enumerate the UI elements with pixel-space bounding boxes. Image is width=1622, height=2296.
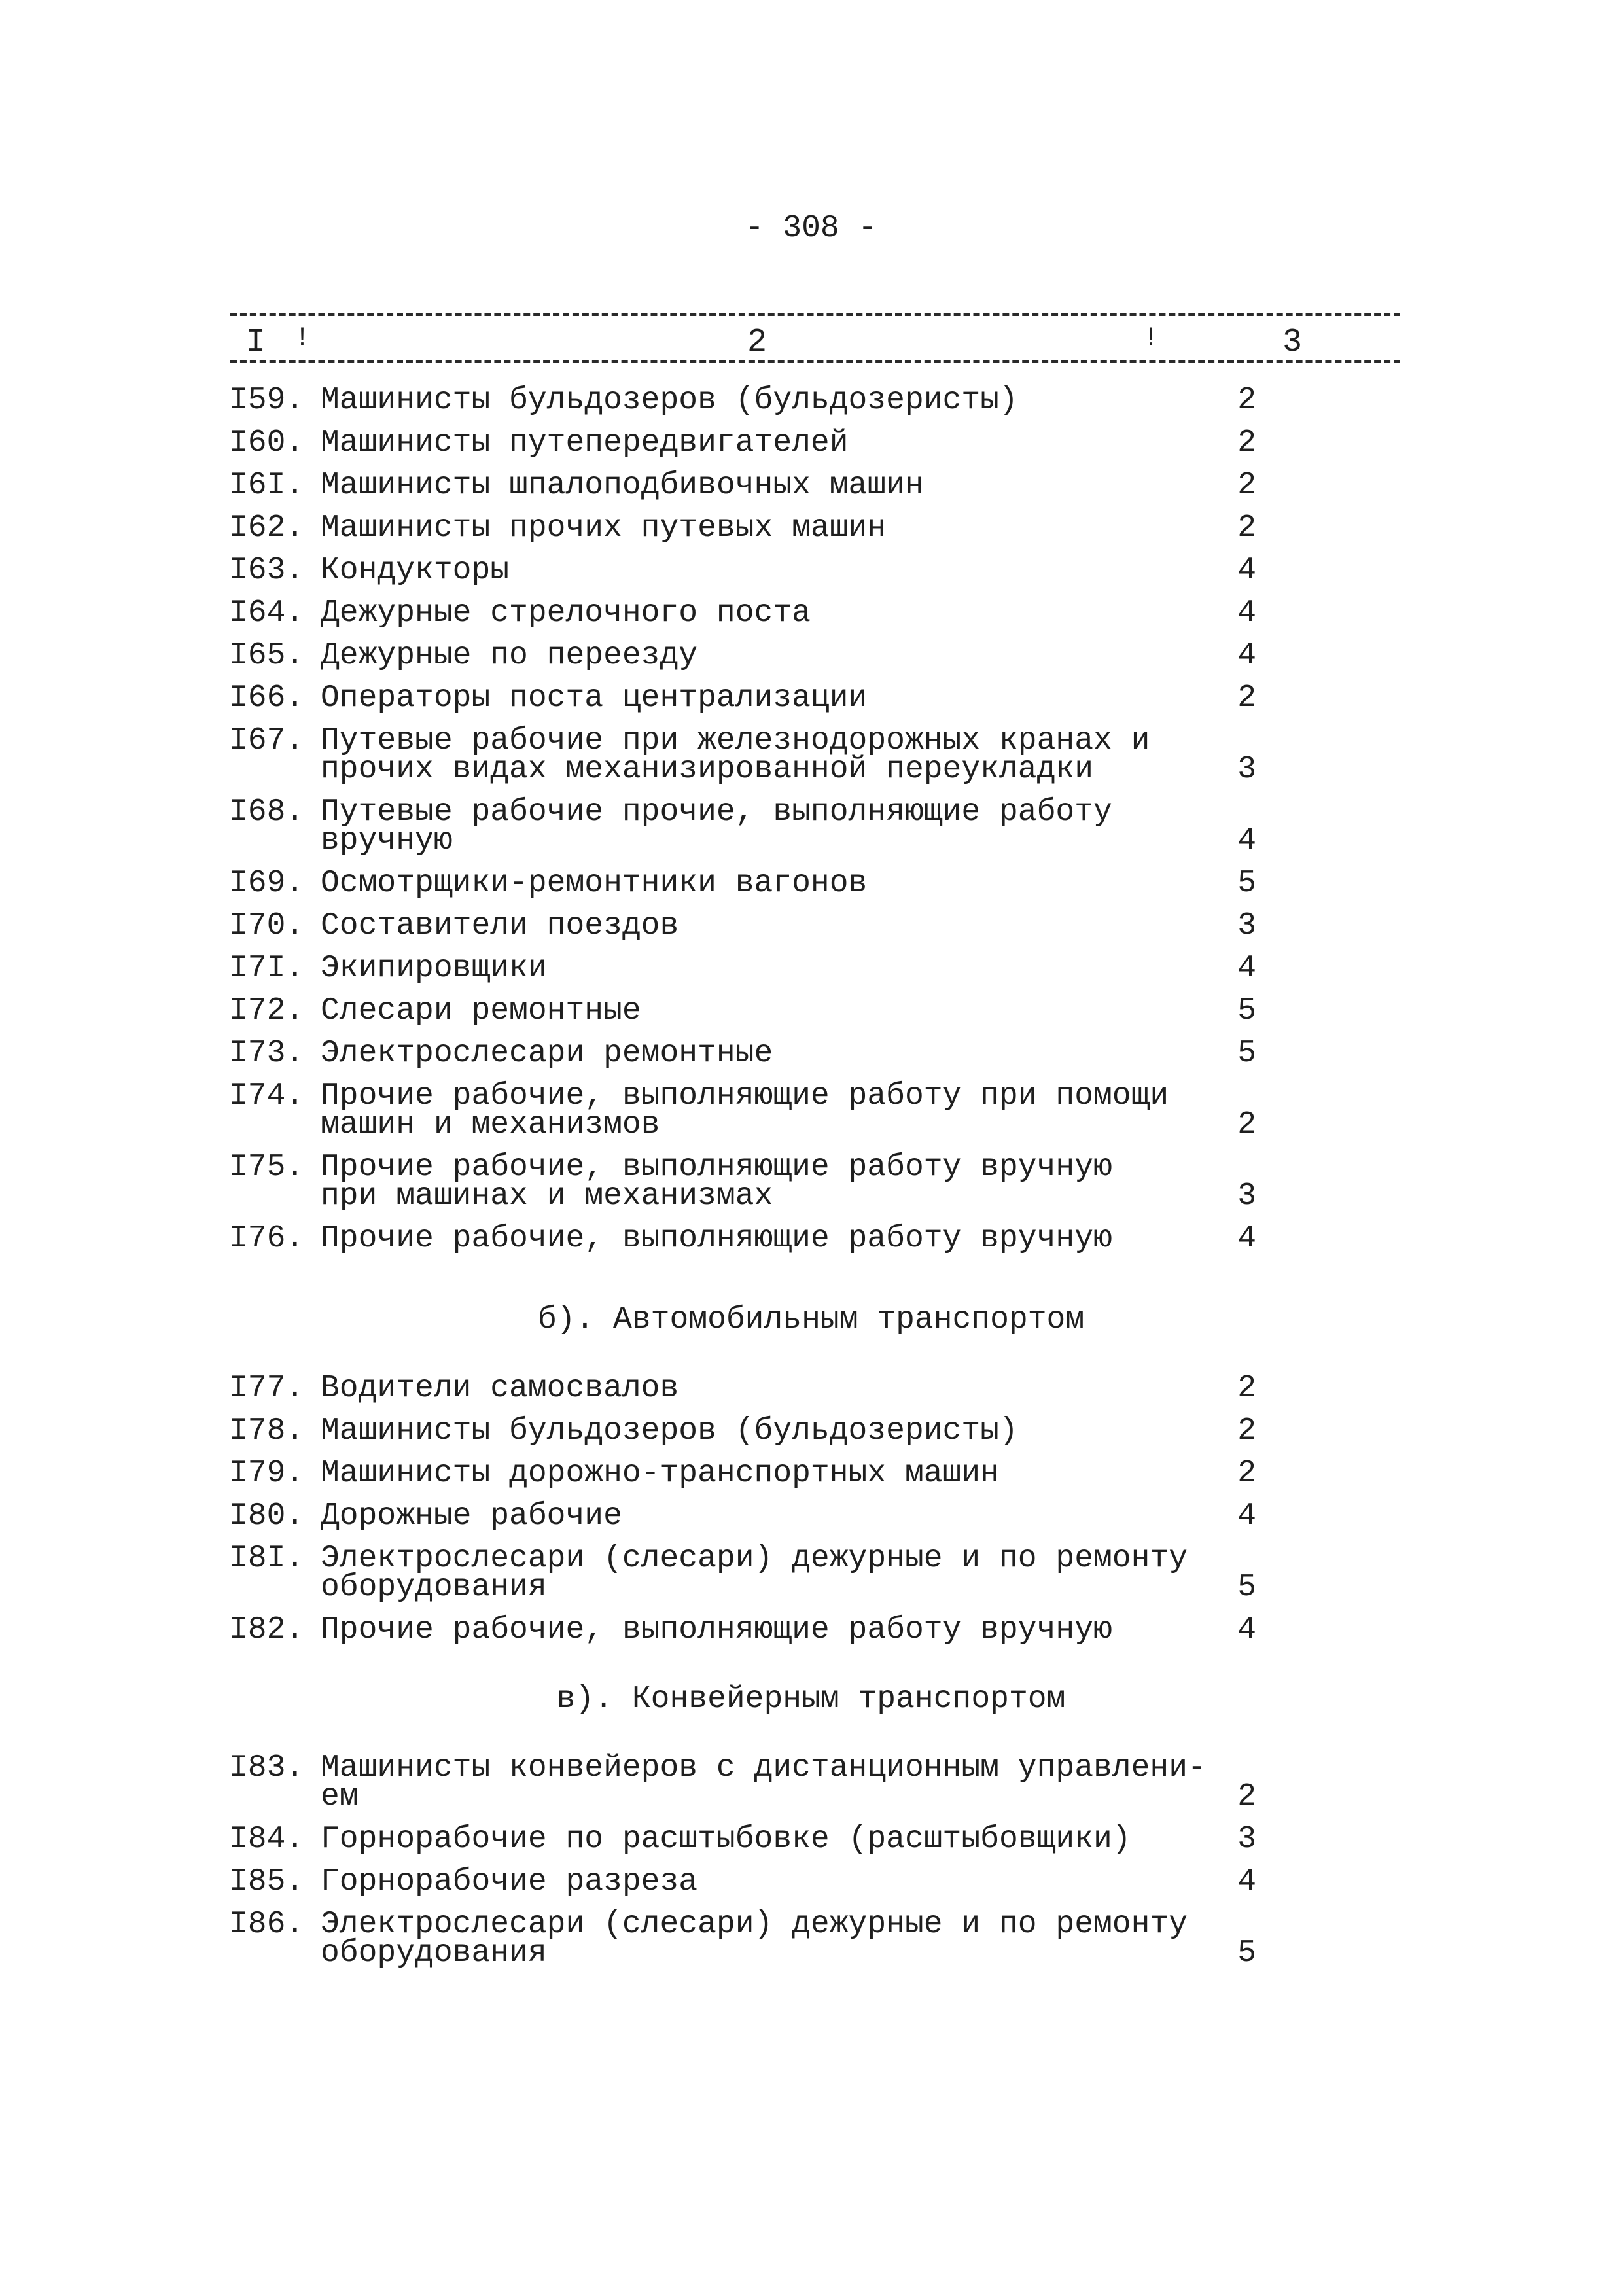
item-text: Прочие рабочие, выполняющие работу вручную [321,1221,1112,1256]
item-value: 4 [1237,553,1256,588]
list-group-b [229,1371,1302,1658]
item-number: I84. [229,1822,305,1857]
item-value: 4 [1237,1221,1256,1256]
list-item [229,638,1302,673]
item-value: 4 [1237,1612,1256,1648]
item-text: Экипировщики [321,951,547,986]
list-item [229,1612,1302,1648]
list-item [229,1371,1302,1406]
item-text: Путевые рабочие при железнодорожных кранах и прочих видах механизированной переукладки [321,723,1150,787]
item-value: 2 [1237,1456,1256,1491]
header-col-3: 3 [1282,324,1303,361]
item-text: Горнорабочие по расштыбовке (расштыбовщики) [321,1822,1131,1857]
item-text: Машинисты шпалоподбивочных машин [321,468,924,503]
item-value: 5 [1237,1935,1256,1971]
section-heading-c: в). Конвейерным транспортом [556,1682,1066,1717]
list-item [229,1078,1302,1142]
item-value: 2 [1237,468,1256,503]
header-separator: ! [1143,324,1159,353]
item-value: 2 [1237,1107,1256,1142]
item-text: Слесари ремонтные [321,993,641,1029]
list-item [229,425,1302,461]
header-separator: ! [294,324,311,353]
item-value: 4 [1237,638,1256,673]
list-item [229,1221,1302,1256]
item-number: I67. [229,723,305,758]
item-value: 2 [1237,383,1256,418]
item-number: I62. [229,510,305,546]
list-item [229,794,1302,858]
list-item [229,1907,1302,1971]
list-item [229,1750,1302,1814]
list-item [229,951,1302,986]
item-value: 2 [1237,680,1256,716]
list-item [229,1864,1302,1899]
item-text: Составители поездов [321,908,679,944]
item-value: 4 [1237,951,1256,986]
item-value: 5 [1237,1570,1256,1605]
list-group-c [229,1750,1302,1981]
item-text: Машинисты путепередвигателей [321,425,849,461]
list-item [229,1541,1302,1605]
item-number: I86. [229,1907,305,1942]
list-item [229,1498,1302,1534]
item-number: I78. [229,1413,305,1449]
list-item [229,383,1302,418]
item-value: 2 [1237,425,1256,461]
item-number: I69. [229,866,305,901]
item-text: Электрослесари (слесари) дежурные и по ремонту оборудования [321,1541,1188,1605]
item-number: I77. [229,1371,305,1406]
item-text: Осмотрщики-ремонтники вагонов [321,866,868,901]
item-text: Электрослесари ремонтные [321,1036,773,1071]
section-heading-b: б). Автомобильным транспортом [537,1302,1085,1337]
item-value: 4 [1237,1864,1256,1899]
item-text: Машинисты прочих путевых машин [321,510,887,546]
list-item [229,1150,1302,1214]
item-number: I63. [229,553,305,588]
item-text: Электрослесари (слесари) дежурные и по ремонту оборудования [321,1907,1188,1971]
list-item [229,866,1302,901]
list-group-a [229,383,1302,1267]
list-item [229,908,1302,944]
item-number: I73. [229,1036,305,1071]
item-number: I76. [229,1221,305,1256]
item-number: I72. [229,993,305,1029]
item-text: Машинисты бульдозеров (бульдозеристы) [321,1413,1018,1449]
table-header-rule [230,360,1400,363]
list-item [229,553,1302,588]
list-item [229,1822,1302,1857]
item-value: 2 [1237,510,1256,546]
list-item [229,1456,1302,1491]
item-number: I79. [229,1456,305,1491]
item-text: Кондукторы [321,553,510,588]
table-header [230,324,1400,363]
list-item [229,993,1302,1029]
item-text: Прочие рабочие, выполняющие работу при помощи машин и механизмов [321,1078,1169,1142]
item-value: 3 [1237,1822,1256,1857]
item-number: I80. [229,1498,305,1534]
item-number: I74. [229,1078,305,1114]
list-item [229,723,1302,787]
item-text: Горнорабочие разреза [321,1864,698,1899]
item-text: Машинисты конвейеров с дистанционным управлени- ем [321,1750,1207,1814]
item-value: 5 [1237,993,1256,1029]
item-text: Дорожные рабочие [321,1498,622,1534]
table-top-rule [230,313,1400,316]
header-col-1: I [246,324,266,361]
item-number: I85. [229,1864,305,1899]
list-item [229,468,1302,503]
item-number: I83. [229,1750,305,1786]
list-item [229,510,1302,546]
item-text: Операторы поста централизации [321,680,868,716]
list-item [229,680,1302,716]
item-value: 4 [1237,595,1256,631]
item-number: I65. [229,638,305,673]
item-value: 3 [1237,908,1256,944]
item-text: Прочие рабочие, выполняющие работу вручную [321,1612,1112,1648]
item-value: 2 [1237,1779,1256,1814]
item-number: I75. [229,1150,305,1185]
item-value: 2 [1237,1371,1256,1406]
item-number: I8I. [229,1541,305,1576]
item-value: 5 [1237,1036,1256,1071]
item-text: Дежурные стрелочного поста [321,595,811,631]
item-number: I6I. [229,468,305,503]
item-number: I82. [229,1612,305,1648]
header-col-2: 2 [747,324,767,361]
item-text: Дежурные по переезду [321,638,698,673]
item-value: 5 [1237,866,1256,901]
item-number: I7I. [229,951,305,986]
item-number: I60. [229,425,305,461]
item-value: 4 [1237,1498,1256,1534]
item-value: 3 [1237,1178,1256,1214]
list-item [229,1036,1302,1071]
item-number: I64. [229,595,305,631]
list-item [229,595,1302,631]
item-number: I66. [229,680,305,716]
item-text: Машинисты бульдозеров (бульдозеристы) [321,383,1018,418]
item-text: Путевые рабочие прочие, выполняющие работу вручную [321,794,1112,858]
page-number: - 308 - [745,211,877,246]
item-value: 4 [1237,823,1256,858]
item-number: I59. [229,383,305,418]
item-text: Прочие рабочие, выполняющие работу вручную при машинах и механизмах [321,1150,1112,1214]
list-item [229,1413,1302,1449]
item-value: 2 [1237,1413,1256,1449]
item-text: Машинисты дорожно-транспортных машин [321,1456,999,1491]
item-value: 3 [1237,752,1256,787]
item-number: I68. [229,794,305,830]
item-number: I70. [229,908,305,944]
item-text: Водители самосвалов [321,1371,679,1406]
